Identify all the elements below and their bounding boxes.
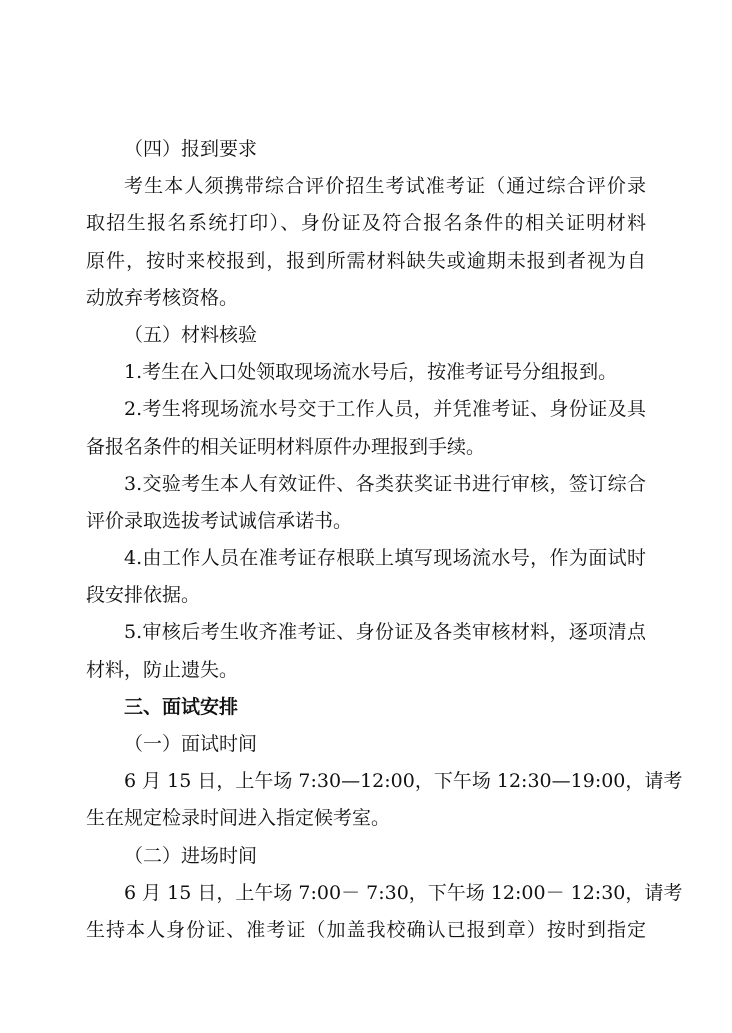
paragraph-line: 动放弃考核资格。 (86, 286, 239, 309)
document-body (86, 131, 683, 949)
paragraph-line: 生持本人身份证、准考证（加盖我校确认已报到章）按时到指定 (86, 918, 646, 941)
paragraph-line: （五）材料核验 (124, 323, 258, 346)
paragraph-line: （四）报到要求 (124, 138, 258, 160)
paragraph-line: 6 月 15 日，上午场 7:30—12:00，下午场 12:30—19:00，请考 (124, 770, 683, 793)
paragraph-line: 材料，防止遗失。 (86, 658, 239, 681)
paragraph-line: （一）面试时间 (124, 733, 258, 755)
paragraph-line: 6 月 15 日，上午场 7:00－ 7:30，下午场 12:00－ 12:30，请考 (124, 881, 683, 904)
section-heading: 三、面试安排 (124, 695, 239, 718)
paragraph-line: 3.交验考生本人有效证件、各类获奖证书进行审核，签订综合 (124, 472, 646, 495)
paragraph-line: 评价录取选拔考试诚信承诺书。 (86, 509, 353, 532)
paragraph-line: 4.由工作人员在准考证存根联上填写现场流水号，作为面试时 (124, 547, 646, 570)
paragraph-line: 2.考生将现场流水号交于工作人员，并凭准考证、身份证及具 (124, 398, 646, 421)
paragraph-line: 段安排依据。 (86, 584, 201, 607)
paragraph-line: 5.审核后考生收齐准考证、身份证及各类审核材料，逐项清点 (124, 621, 646, 644)
paragraph-line: 备报名条件的相关证明材料原件办理报到手续。 (86, 435, 486, 458)
paragraph-line: 取招生报名系统打印）、身份证及符合报名条件的相关证明材料 (86, 212, 646, 235)
paragraph-line: 原件，按时来校报到，报到所需材料缺失或逾期未报到者视为自 (86, 249, 646, 272)
paragraph-line: 生在规定检录时间进入指定候考室。 (86, 807, 391, 830)
paragraph-line: 1.考生在入口处领取现场流水号后，按准考证号分组报到。 (124, 361, 618, 384)
paragraph-line: 考生本人须携带综合评价招生考试准考证（通过综合评价录 (124, 175, 646, 198)
paragraph-line: （二）进场时间 (124, 844, 258, 867)
